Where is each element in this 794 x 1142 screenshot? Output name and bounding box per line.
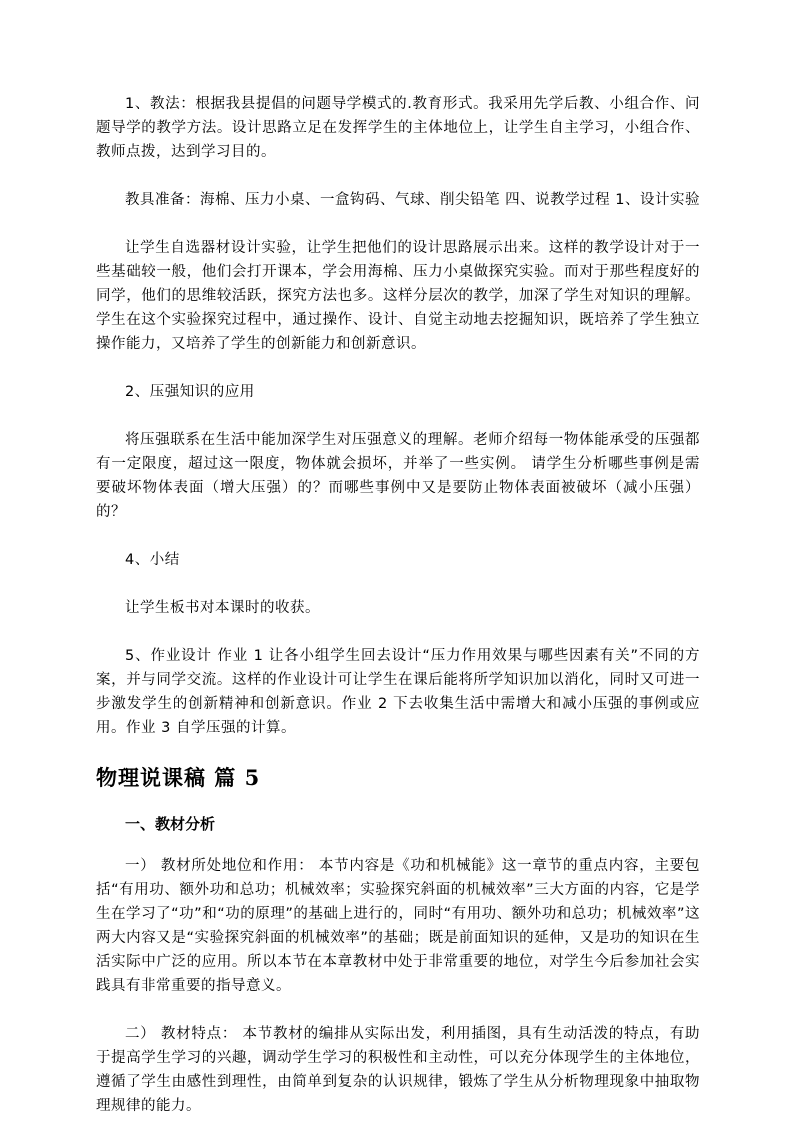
paragraph-teaching-aids: 教具准备：海棉、压力小桌、一盒钩码、气球、削尖铅笔 四、说教学过程 1、设计实验	[125, 192, 700, 208]
paragraph-heading-summary: 4、小结	[125, 552, 180, 568]
paragraph-teaching-method: 1、教法：根据我县提倡的问题导学模式的.教育形式。我采用先学后教、小组合作、问题导学的教学方法。设计思路立足在发挥学生的主体地位上，让学生自主学习，小组合作、教师点拨，达到学习目的。	[96, 96, 700, 160]
paragraph-material-position: 一） 教材所处地位和作用： 本节内容是《功和机械能》这一章节的重点内容，主要包括“有用功、额外功和总功；机械效率；实验探究斜面的机械效率”三大方面的内容，它是学生在学习了“功”和“功的原理”的基础上进行的，同时“有用功、额外功和总功；机械效率”这两大内容又是“实验探究斜面的机械效率”的基础；既是前面知识的延伸，又是功的知识在生活实际中广泛的应用。所以本节在本章教材中处于非常重要的地位，对学生今后参加社会实践具有非常重要的指导意义。	[96, 858, 700, 994]
subsection-title: 一、教材分析	[125, 815, 216, 833]
document-page	[96, 92, 700, 1142]
paragraph-design-experiment: 让学生自选器材设计实验，让学生把他们的设计思路展示出来。这样的教学设计对于一些基础较一般，他们会打开课本，学会用海棉、压力小桌做探究实验。而对于那些程度好的同学，他们的思维较活跃，探究方法也多。这样分层次的教学，加深了学生对知识的理解。学生在这个实验探究过程中，通过操作、设计、自觉主动地去挖掘知识，既培养了学生独立操作能力，又培养了学生的创新能力和创新意识。	[96, 240, 700, 352]
section-title: 物理说课稿 篇 5	[96, 765, 261, 790]
paragraph-pressure-application: 将压强联系在生活中能加深学生对压强意义的理解。老师介绍每一物体能承受的压强都有一定限度，超过这一限度，物体就会损坏，并举了一些实例。 请学生分析哪些事例是需要破坏物体表面（增大压强）的？而哪些事例中又是要防止物体表面被破坏（减小压强）的？	[96, 432, 700, 520]
paragraph-material-features: 二） 教材特点： 本节教材的编排从实际出发，利用插图，具有生动活泼的特点，有助于提高学生学习的兴趣，调动学生学习的积极性和主动性，可以充分体现学生的主体地位，遵循了学生由感性到理性，由简单到复杂的认识规律，锻炼了学生从分析物理现象中抽取物理规律的能力。	[96, 1026, 700, 1114]
paragraph-heading-pressure-application: 2、压强知识的应用	[125, 384, 255, 400]
paragraph-summary: 让学生板书对本课时的收获。	[125, 600, 320, 616]
paragraph-homework-design: 5、作业设计 作业 1 让各小组学生回去设计“压力作用效果与哪些因素有关”不同的方案，并与同学交流。这样的作业设计可让学生在课后能将所学知识加以消化，同时又可进一步激发学生的创新精神和创新意识。作业 2 下去收集生活中需增大和减小压强的事例或应用。作业 3 自学压强的计算。	[96, 648, 700, 736]
